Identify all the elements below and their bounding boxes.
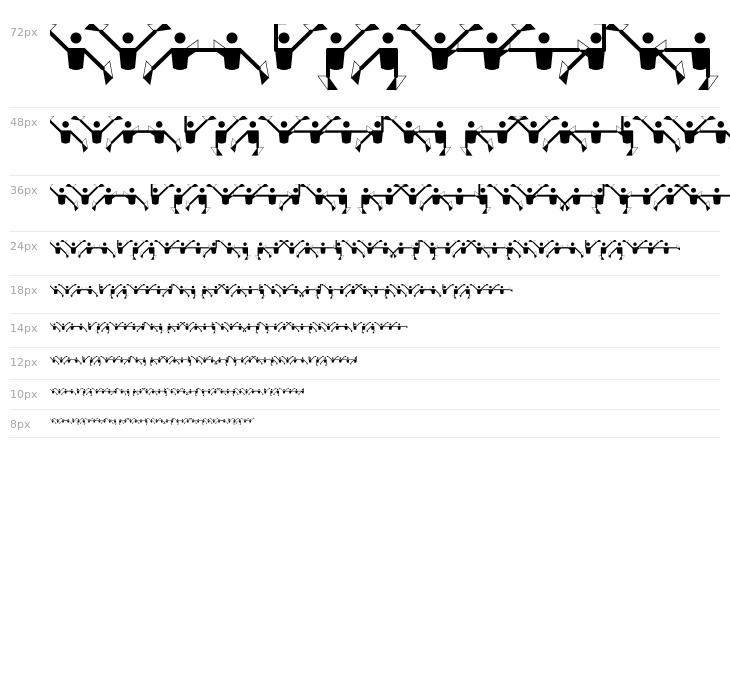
semaphore-glyph-icon [320,357,328,365]
semaphore-glyph-icon [505,243,521,260]
semaphore-glyph-icon [101,323,110,333]
semaphore-glyph-icon [225,356,230,366]
semaphore-glyph-icon [202,419,207,425]
semaphore-glyph-icon [232,389,239,396]
semaphore-glyph-icon [110,419,117,425]
semaphore-glyph-icon [136,419,146,423]
semaphore-glyph-icon [604,24,685,85]
semaphore-glyph-icon [411,240,422,260]
semaphore-glyph-icon [480,243,509,254]
glyph-strip [50,184,730,231]
semaphore-glyph-icon [219,419,227,424]
semaphore-glyph-icon [216,240,240,258]
semaphore-glyph-icon [184,33,269,86]
semaphore-glyph-icon [170,418,174,425]
semaphore-glyph-icon [674,184,710,212]
semaphore-glyph-icon [231,243,251,260]
semaphore-glyph-icon [186,188,211,214]
preview-row-24 [10,240,720,276]
semaphore-glyph-icon [262,240,290,254]
semaphore-glyph-icon [266,24,328,70]
semaphore-glyph-icon [259,322,270,333]
glyph-strip [50,240,680,275]
glyph-strip [50,24,730,107]
semaphore-glyph-icon [396,24,484,70]
size-label: 24px [10,240,38,253]
semaphore-glyph-icon [152,356,165,363]
semaphore-glyph-icon [122,389,130,396]
semaphore-glyph-icon [81,356,90,363]
semaphore-glyph-icon [321,284,335,299]
semaphore-glyph-icon [137,357,147,365]
glyph-strip-svg [50,388,315,409]
semaphore-glyph-icon [255,243,271,260]
semaphore-glyph-icon [173,418,179,425]
size-label: 36px [10,184,38,197]
semaphore-glyph-icon [228,418,234,423]
semaphore-glyph-icon [355,284,373,297]
size-label: 18px [10,284,38,297]
semaphore-glyph-icon [474,116,529,144]
glyph-strip-svg [50,240,680,275]
semaphore-glyph-icon [132,389,139,396]
semaphore-glyph-icon [154,240,180,254]
semaphore-glyph-icon [206,184,245,205]
semaphore-glyph-icon [187,356,192,366]
semaphore-glyph-icon [441,284,455,294]
semaphore-glyph-icon [692,121,730,153]
semaphore-glyph-icon [227,184,268,205]
semaphore-glyph-icon [616,116,638,156]
semaphore-glyph-icon [86,389,93,396]
semaphore-glyph-icon [197,323,213,329]
semaphore-glyph-icon [182,286,197,299]
preview-row-12 [10,356,720,380]
semaphore-glyph-icon [608,243,624,260]
semaphore-glyph-icon [636,240,664,254]
semaphore-glyph-icon [205,284,225,294]
size-label: 12px [10,356,38,369]
semaphore-glyph-icon [94,357,102,365]
semaphore-glyph-icon [469,284,488,294]
glyph-strip-svg [50,322,415,347]
semaphore-glyph-icon [583,240,602,254]
semaphore-glyph-icon [438,188,481,205]
semaphore-glyph-icon [115,240,134,254]
semaphore-glyph-icon [351,33,406,91]
semaphore-glyph-icon [695,188,730,205]
semaphore-glyph-icon [109,322,124,330]
glyph-strip [50,356,365,379]
preview-row-48 [10,116,720,176]
semaphore-glyph-icon [333,240,344,260]
semaphore-glyph-icon [411,121,451,156]
semaphore-glyph-icon [475,184,491,214]
semaphore-glyph-icon [98,284,112,294]
semaphore-glyph-icon [480,284,500,294]
semaphore-glyph-icon [180,116,217,144]
semaphore-glyph-icon [190,323,203,332]
glyph-strip-svg [50,24,730,107]
semaphore-glyph-icon [466,240,490,258]
semaphore-glyph-icon [284,388,295,394]
semaphore-glyph-icon [168,240,196,254]
semaphore-glyph-icon [240,286,261,294]
semaphore-glyph-icon [222,389,234,394]
semaphore-glyph-icon [444,24,536,70]
semaphore-glyph-icon [368,184,409,205]
semaphore-glyph-icon [273,389,280,396]
preview-row-10 [10,388,720,410]
semaphore-glyph-icon [251,356,263,365]
size-label: 8px [10,418,31,431]
semaphore-glyph-icon [258,116,311,144]
glyph-strip-svg [50,356,365,379]
glyph-strip-svg [50,284,520,313]
semaphore-glyph-icon [315,284,323,299]
semaphore-glyph-icon [97,388,108,394]
semaphore-glyph-icon [294,323,310,329]
semaphore-glyph-icon [558,243,583,259]
semaphore-glyph-icon [149,357,157,365]
semaphore-glyph-icon [126,284,145,294]
glyph-strip-svg [50,116,730,175]
semaphore-glyph-icon [308,356,317,363]
semaphore-glyph-icon [63,419,71,424]
semaphore-glyph-icon [90,243,115,259]
semaphore-glyph-icon [76,388,83,394]
semaphore-glyph-icon [85,418,94,423]
preview-row-18 [10,284,720,314]
semaphore-glyph-icon [352,322,363,330]
semaphore-glyph-icon [296,357,308,365]
semaphore-glyph-icon [105,418,113,424]
semaphore-glyph-icon [286,116,341,144]
semaphore-glyph-icon [382,322,398,330]
semaphore-glyph-icon [358,188,383,214]
semaphore-glyph-icon [163,388,167,396]
semaphore-glyph-icon [326,356,339,363]
semaphore-glyph-icon [210,322,216,333]
preview-row-14 [10,322,720,348]
glyph-strip [50,116,730,175]
semaphore-glyph-icon [193,419,203,423]
semaphore-glyph-icon [383,116,431,153]
semaphore-glyph-icon [309,243,338,254]
semaphore-glyph-icon [592,184,608,214]
semaphore-glyph-icon [137,284,157,294]
semaphore-glyph-icon [153,389,165,394]
semaphore-glyph-icon [118,419,123,425]
semaphore-glyph-icon [116,286,128,299]
semaphore-glyph-icon [567,121,625,144]
semaphore-glyph-icon [92,388,103,394]
semaphore-glyph-icon [117,322,133,330]
semaphore-glyph-icon [543,121,587,153]
semaphore-glyph-icon [299,184,335,212]
semaphore-glyph-icon [107,356,120,363]
semaphore-glyph-icon [72,418,78,423]
semaphore-glyph-icon [216,388,226,395]
size-label: 72px [10,26,38,39]
semaphore-glyph-icon [338,323,352,332]
semaphore-glyph-icon [147,184,175,205]
semaphore-glyph-icon [194,388,198,396]
semaphore-glyph-icon [419,240,438,260]
semaphore-glyph-icon [622,240,648,254]
semaphore-glyph-icon [198,388,205,396]
semaphore-glyph-icon [258,357,272,362]
semaphore-glyph-icon [100,356,113,363]
semaphore-glyph-icon [253,389,263,395]
semaphore-glyph-icon [286,322,300,332]
glyph-strip [50,322,415,347]
semaphore-glyph-icon [130,356,142,365]
semaphore-glyph-icon [140,243,156,260]
glyph-strip [50,388,315,409]
preview-row-72 [10,24,720,108]
semaphore-glyph-icon [236,419,241,425]
semaphore-glyph-icon [296,243,318,259]
semaphore-glyph-icon [652,33,718,91]
semaphore-glyph-icon [189,418,197,424]
semaphore-glyph-icon [308,323,317,333]
semaphore-glyph-icon [87,322,98,330]
semaphore-glyph-icon [144,418,148,425]
semaphore-glyph-icon [80,419,85,425]
semaphore-glyph-icon [374,322,389,330]
semaphore-glyph-icon [69,357,81,365]
semaphore-glyph-icon [270,357,278,365]
semaphore-glyph-icon [66,389,76,395]
semaphore-glyph-icon [130,121,181,153]
semaphore-glyph-icon [132,419,139,424]
size-label: 10px [10,388,38,401]
semaphore-glyph-icon [245,418,254,423]
semaphore-glyph-icon [166,323,175,333]
semaphore-glyph-icon [258,284,266,299]
semaphore-glyph-icon [73,323,87,332]
semaphore-glyph-icon [89,418,98,423]
semaphore-glyph-icon [321,188,351,214]
semaphore-glyph-icon [241,418,250,423]
semaphore-glyph-icon [149,389,158,395]
semaphore-glyph-icon [384,286,396,299]
semaphore-glyph-icon [152,323,163,333]
semaphore-glyph-icon [279,388,290,394]
semaphore-glyph-icon [460,121,493,156]
semaphore-glyph-icon [333,356,346,363]
preview-row-8 [10,418,720,438]
semaphore-glyph-icon [121,418,130,423]
semaphore-glyph-icon [365,286,386,294]
semaphore-glyph-icon [200,286,212,299]
semaphore-glyph-icon [228,356,237,366]
semaphore-glyph-icon [420,188,453,212]
semaphore-glyph-icon [255,322,261,333]
semaphore-glyph-icon [263,388,270,394]
semaphore-glyph-icon [135,388,146,394]
glyph-strip [50,418,260,437]
glyph-strip-svg [50,418,260,437]
semaphore-glyph-icon [110,188,148,212]
semaphore-glyph-icon [144,322,158,332]
semaphore-glyph-icon [172,284,190,297]
semaphore-glyph-icon [175,357,189,362]
glyph-strip-svg [50,184,730,231]
size-label: 14px [10,322,38,335]
semaphore-glyph-icon [366,323,375,333]
size-label: 48px [10,116,38,129]
semaphore-glyph-icon [79,286,98,298]
glyph-strip [50,284,520,313]
semaphore-glyph-icon [117,388,127,395]
semaphore-glyph-icon [170,322,186,330]
semaphore-glyph-icon [459,286,471,299]
preview-row-36 [10,184,720,232]
semaphore-glyph-icon [231,286,247,298]
semaphore-glyph-icon [231,121,264,156]
semaphore-glyph-icon [604,184,632,214]
semaphore-glyph-icon [169,357,180,365]
semaphore-glyph-icon [423,286,442,298]
